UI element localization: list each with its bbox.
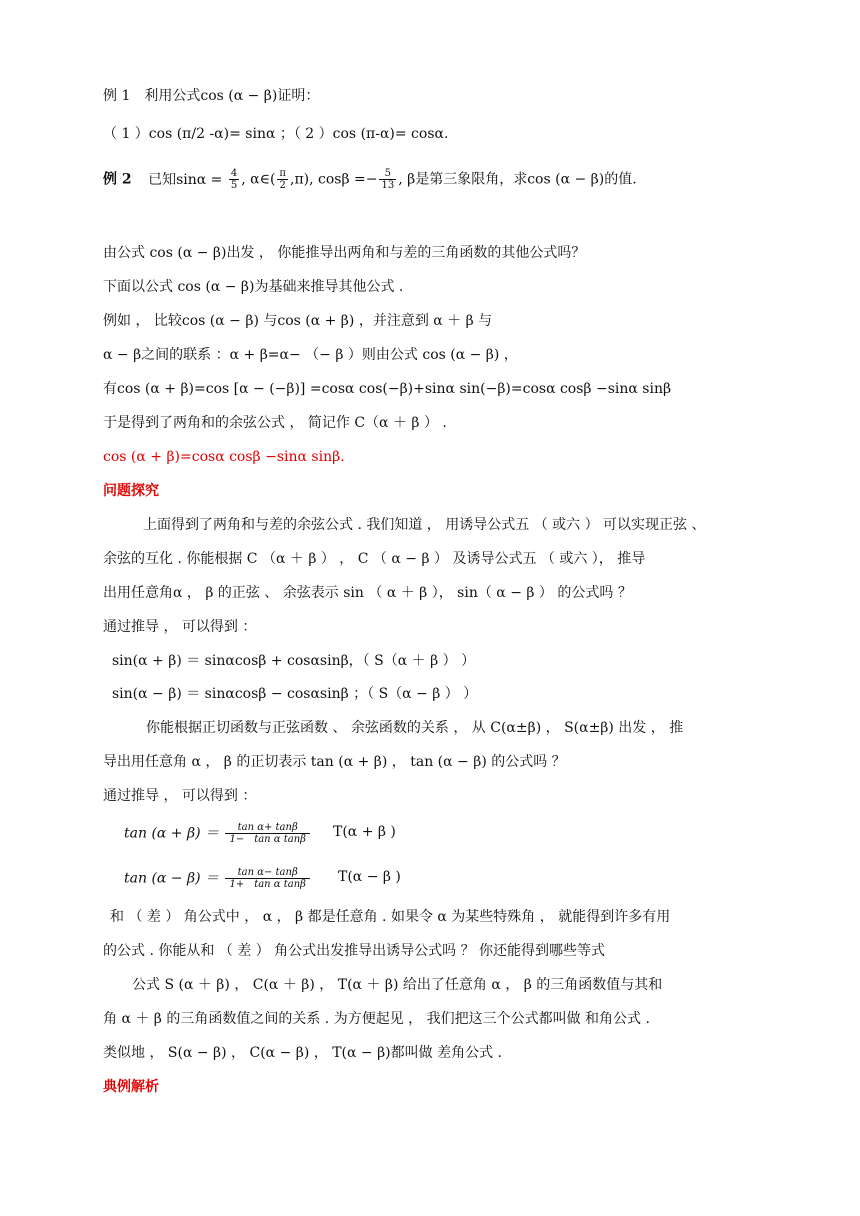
example-2-text-3: ,π), cosβ =−: [290, 171, 378, 188]
paragraph-3-line-1: 你能根据正切函数与正弦函数 、 余弦函数的关系 ， 从 C(α±β) ， S(α±β) 出发 ， 推: [146, 720, 684, 736]
fraction-pi-half: $\frac{\pi}{2}$: [279, 168, 286, 191]
example-2-text-2: , α∈(: [241, 171, 276, 188]
derive-line-1: 由公式 cos (α − β)出发 ， 你能推导出两角和与差的三角函数的其他公式吗？: [103, 245, 586, 261]
paragraph-2: 通过推导 ， 可以得到 ：: [103, 619, 257, 635]
paragraph-1-line-2: 余弦的互化 . 你能根据 C （α ＋ β ） ， C （ α − β ） 及诱导公式五 （ 或六 ）， 推导: [103, 551, 646, 567]
sine-sum-formula: sin(α + β) ＝ sinαcosβ + cosαsinβ，（ S（α ＋ β ） ）: [112, 653, 476, 669]
tangent-sum-tag: T(α + β ): [333, 824, 396, 840]
derive-line-6: 于是得到了两角和的余弦公式 ， 简记作 C（α ＋ β ） .: [103, 415, 447, 431]
fraction-five-thirteenths: $\frac{5}{13}$: [381, 168, 395, 191]
paragraph-6-line-1: 公式 S (α ＋ β) ， C(α ＋ β) ， T(α ＋ β) 给出了任意角 α ， β 的三角函数值与其和: [132, 977, 663, 993]
derive-line-2: 下面以公式 cos (α − β)为基础来推导其他公式 .: [103, 279, 404, 295]
paragraph-4: 通过推导 ， 可以得到 ：: [103, 788, 257, 804]
paragraph-6-line-2: 角 α ＋ β 的三角函数值之间的关系 . 为方便起见 ， 我们把这三个公式都叫做 和角公式 .: [103, 1011, 650, 1027]
tangent-difference-formula: [124, 867, 312, 890]
example-2-label: 例 2: [103, 171, 132, 188]
paragraph-5-line-2: 的公式 . 你能从和 （ 差 ） 角公式出发推导出诱导公式吗 ？ 你还能得到哪些等式: [103, 943, 606, 959]
example-2: [103, 168, 637, 191]
paragraph-6-line-3: 类似地 ， S(α − β) ， C(α − β) ， T(α − β)都叫做 差角公式 .: [103, 1045, 502, 1061]
tangent-difference-fraction: $\frac{\text{tan α− tanβ}}{\text{1+ tan α tanβ}}$: [225, 867, 309, 890]
section-heading-problem-exploration: 问题探究: [103, 483, 159, 499]
paragraph-5-line-1: 和 （ 差 ） 角公式中 ， α ， β 都是任意角 . 如果令 α 为某些特殊角 ， 就能得到许多有用: [110, 909, 671, 925]
section-heading-typical-examples: 典例解析: [103, 1079, 159, 1095]
fraction-four-fifths: $\frac{4}{5}$: [230, 168, 238, 191]
example-2-text-1: 已知sinα =: [148, 171, 223, 188]
cosine-sum-formula: cos (α + β)=cosα cosβ −sinα sinβ.: [103, 449, 345, 465]
tangent-sum-fraction: $\frac{\text{tan α+ tanβ}}{\text{1− tan α tanβ}}$: [225, 822, 309, 845]
paragraph-1-line-1: 上面得到了两角和与差的余弦公式 . 我们知道 ， 用诱导公式五 （ 或六 ） 可以实现正弦 、: [143, 517, 706, 533]
tangent-difference-tag: T(α − β ): [338, 869, 401, 885]
example-1-title: 例 1 利用公式cos (α − β)证明：: [103, 88, 320, 104]
derive-line-4: α − β之间的联系 ：α + β=α− （− β ）则由公式 cos (α − β) ，: [103, 347, 518, 363]
paragraph-1-line-3: 出用任意角α ， β 的正弦 、 余弦表示 sin （ α ＋ β ）， sin（ α − β ） 的公式吗 ？: [103, 585, 632, 601]
tangent-difference-left: tan (α − β) ＝: [124, 870, 219, 887]
example-1-parts: （ 1 ）cos (π/2 -α)= sinα ；（ 2 ）cos (π-α)= cosα.: [103, 126, 449, 142]
paragraph-3-line-2: 导出用任意角 α ， β 的正切表示 tan (α + β) ， tan (α − β) 的公式吗 ？: [103, 754, 566, 770]
derive-line-5: 有cos (α + β)=cos [α − (−β)] =cosα cos(−β)+sinα sin(−β)=cosα cosβ −sinα sinβ: [103, 381, 672, 397]
example-2-text-4: , β是第三象限角，求cos (α − β)的值.: [398, 171, 637, 188]
tangent-sum-left: tan (α + β) ＝: [124, 825, 219, 842]
tangent-sum-formula: [124, 822, 312, 845]
sine-difference-formula: sin(α − β) ＝ sinαcosβ − cosαsinβ ；（ S（α − β ） ）: [112, 686, 478, 702]
derive-line-3: 例如 ， 比较cos (α − β) 与cos (α + β) ，并注意到 α ＋ β 与: [103, 313, 493, 329]
